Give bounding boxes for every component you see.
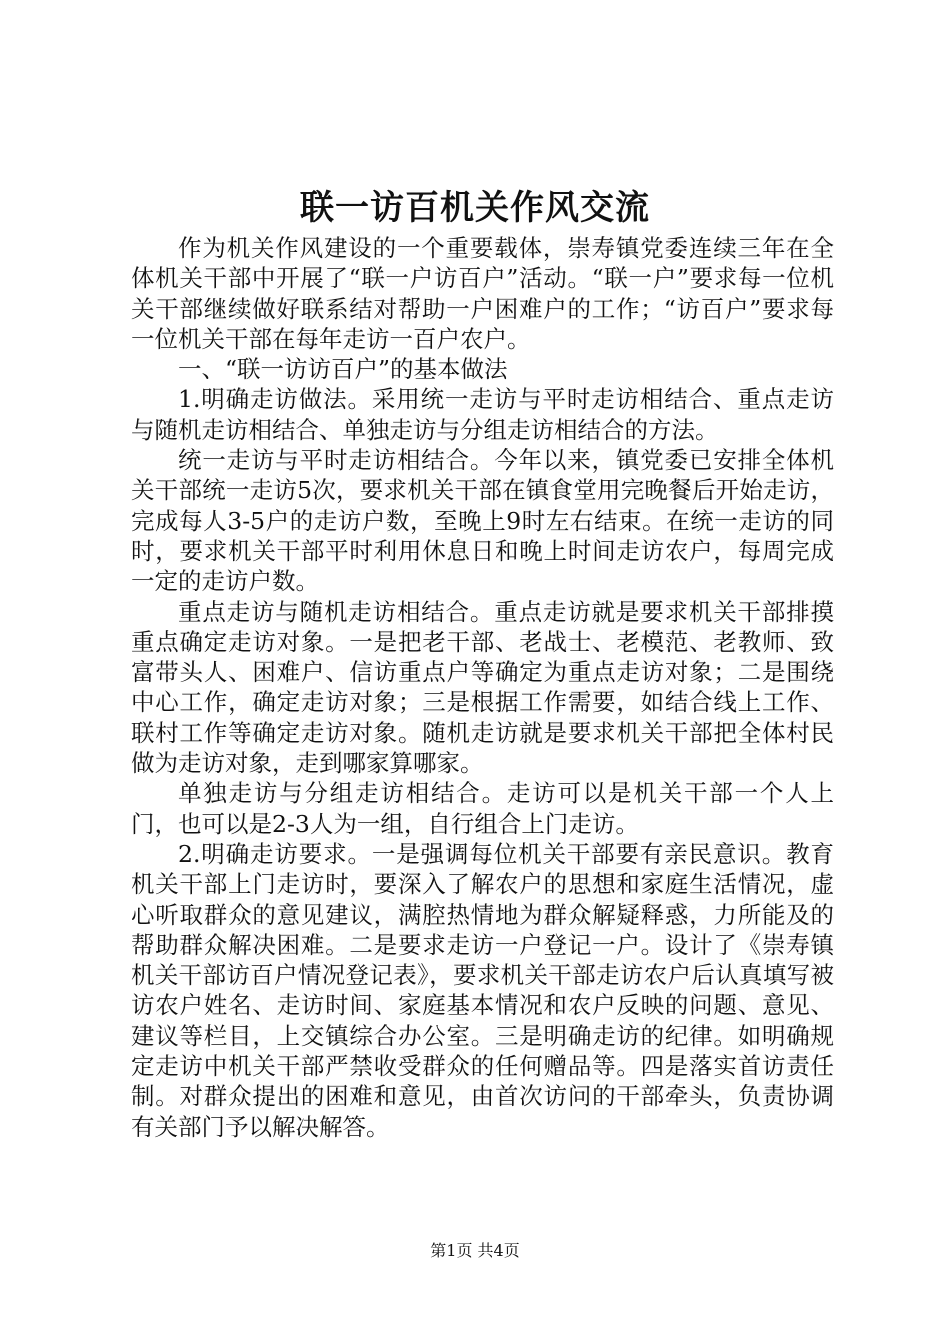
- document-body: [131, 233, 834, 1142]
- intro-paragraph: 作为机关作风建设的一个重要载体，崇寿镇党委连续三年在全体机关干部中开展了“联一户访百户”活动。“联一户”要求每一位机关干部继续做好联系结对帮助一户困难户的工作；“访百户”要求每一位机关干部在每年走访一百户农户。: [131, 234, 834, 353]
- paragraph-unified-visit: 统一走访与平时走访相结合。今年以来，镇党委已安排全体机关干部统一走访5次，要求机关干部在镇食堂用完晚餐后开始走访，完成每人3-5户的走访户数，至晚上9时左右结束。在统一走访的同时，要求机关干部平时利用休息日和晚上时间走访农户，每周完成一定的走访户数。: [131, 446, 834, 596]
- document-title: 联一访百机关作风交流: [300, 188, 650, 228]
- page-number: 第1页 共4页: [430, 1241, 520, 1260]
- paragraph-method: 1.明确走访做法。采用统一走访与平时走访相结合、重点走访与随机走访相结合、单独走访与分组走访相结合的方法。: [131, 385, 834, 444]
- paragraph-key-visit: 重点走访与随机走访相结合。重点走访就是要求机关干部排摸重点确定走访对象。一是把老干部、老战士、老模范、老教师、致富带头人、困难户、信访重点户等确定为重点走访对象；二是围绕中心工作，确定走访对象；三是根据工作需要，如结合线上工作、联村工作等确定走访对象。随机走访就是要求机关干部把全体村民做为走访对象，走到哪家算哪家。: [131, 597, 834, 778]
- section-heading: 一、“联一访访百户”的基本做法: [178, 355, 508, 384]
- paragraph-requirements: 2.明确走访要求。一是强调每位机关干部要有亲民意识。教育机关干部上门走访时，要深入了解农户的思想和家庭生活情况，虚心听取群众的意见建议，满腔热情地为群众解疑释惑，力所能及的帮助群众解决困难。二是要求走访一户登记一户。设计了《崇寿镇机关干部访百户情况登记表》，要求机关干部走访农户后认真填写被访农户姓名、走访时间、家庭基本情况和农户反映的问题、意见、建议等栏目，上交镇综合办公室。三是明确走访的纪律。如明确规定走访中机关干部严禁收受群众的任何赠品等。四是落实首访责任制。对群众提出的困难和意见，由首次访问的干部牵头，负责协调有关部门予以解决解答。: [131, 839, 834, 1141]
- paragraph-single-visit: 单独走访与分组走访相结合。走访可以是机关干部一个人上门，也可以是2-3人为一组，自行组合上门走访。: [131, 779, 834, 838]
